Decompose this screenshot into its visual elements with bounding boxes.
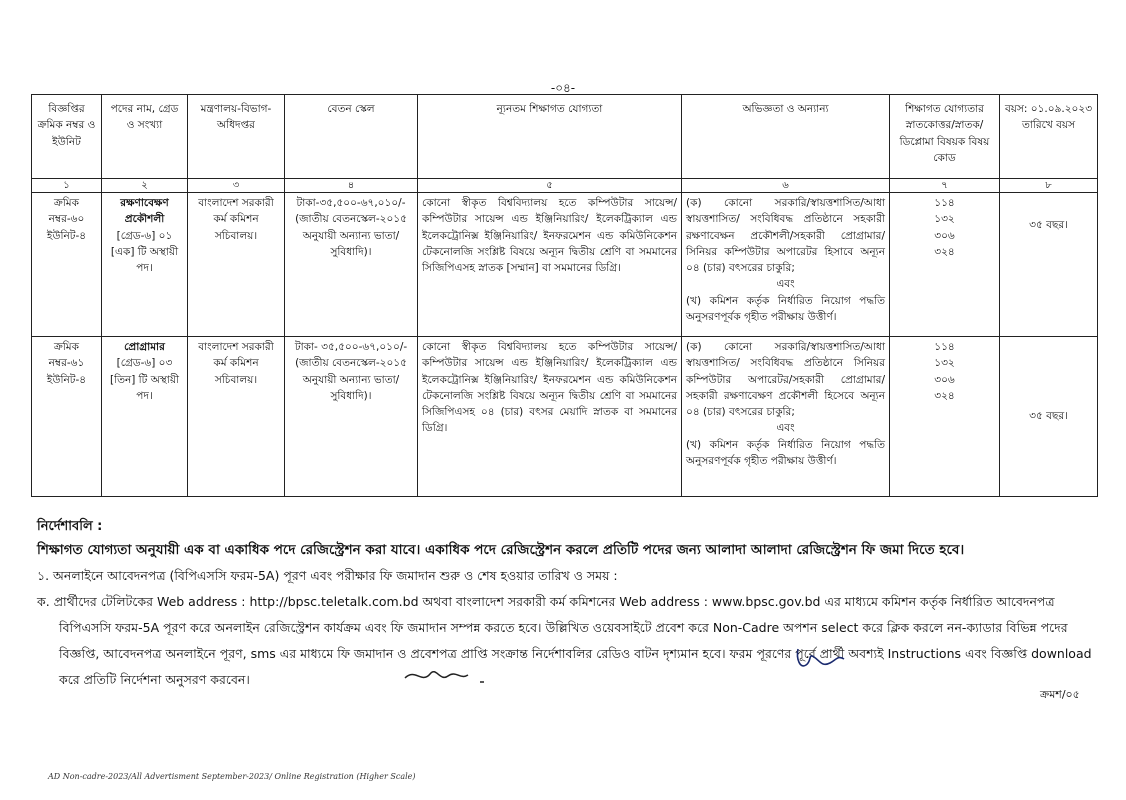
experience-b: (খ) কমিশন কর্তৃক নির্ধারিত নিয়োগ পদ্ধতি অনুসরণপূর্বক গৃহীত পরীক্ষায় উত্তীর্ণ। (686, 438, 885, 467)
header-row (32, 95, 1098, 179)
header-serial: বিজ্ঞপ্তির ক্রমিক নম্বর ও ইউনিট (32, 95, 102, 179)
col-number: ৩ (188, 179, 285, 193)
header-subject-code: শিক্ষাগত যোগ্যতার স্নাতকোত্তর/স্নাতক/ ডিপ্লোমা বিষয়ক বিষয় কোড (890, 95, 1000, 179)
instruction-item-ka-line: বিজ্ঞপ্তি, আবেদনপত্র অনলাইনে পূরণ, sms এর মাধ্যমে ফি জমাদান ও প্রবেশপত্র প্রাপ্তি সংক্রান্ত নির্দেশাবলির রেডিও বাটন দৃশ্যমান হবে। ফরম পূরণের পূর্বে প্রার্থী অবশ্যই Instructions এবং বিজ্ঞপ্তি download (59, 646, 1092, 661)
experience-a: (ক) কোনো সরকারি/স্বায়ত্তশাসিত/আধা স্বায়ত্তশাসিত/ সংবিধিবদ্ধ প্রতিষ্ঠানে সহকারী রক্ষণাবেক্ষন প্রকৌশলী/সহকারী প্রোগ্রামার/ সিনিয়র কম্পিউটার অপারেটর হিসাবে অন্যূন ০৪ (চার) বৎসরের চাকুরি; (686, 197, 885, 275)
instructions-title: নির্দেশাবলি : (37, 519, 103, 534)
instructions-section (37, 517, 1097, 693)
instruction-item-ka-line: বিপিএসসি ফরম-5A পূরণ করে অনলাইন রেজিস্ট্রেশন কার্যক্রম এবং ফি জমাদান সম্পন্ন করতে হবে। উল্লিখিত ওয়েবসাইটে প্রবেশ করে Non-Cadre অপশন select করে ক্লিক করলে নন-ক্যাডার বিভিন্ন পদের (59, 620, 1068, 635)
pay-scale-cell: টাকা- ৩৫,৫০০-৬৭,০১০/- (জাতীয় বেতনস্কেল-২০১৫ অনুযায়ী অন্যান্য ভাতা/সুবিধাদি)। (285, 337, 418, 497)
header-pay-scale: বেতন স্কেল (285, 95, 418, 179)
subject-code: ১১৪ (934, 341, 955, 353)
col-number: ৫ (418, 179, 682, 193)
age-cell: ৩৫ বছর। (1000, 193, 1098, 337)
subject-code: ৩০৬ (934, 373, 955, 386)
page-number: -০৪- (550, 81, 576, 95)
experience-and: এবং (776, 422, 795, 435)
instruction-item-ka-line: করে প্রতিটি নির্দেশনা অনুসরণ করবেন। (59, 672, 250, 687)
serial-cell: ক্রমিক নম্বর-৬০ ইউনিট-৪ (32, 193, 102, 337)
subject-code-cell (890, 193, 1000, 337)
experience-a: (ক) কোনো সরকারি/স্বায়ত্তশাসিত/আধা স্বায়ত্তশাসিত/ সংবিধিবদ্ধ প্রতিষ্ঠানে সিনিয়র কম্পিউটার অপারেটর/সহকারী প্রোগ্রামার/সহকারী রক্ষণাবেক্ষণ প্রকৌশলী হিসেবে অন্যূন ০৪ (চার) বৎসরের চাকুরি; (686, 341, 885, 419)
signature-right (790, 645, 850, 675)
pay-scale-cell: টাকা-৩৫,৫০০-৬৭,০১০/- (জাতীয় বেতনস্কেল-২০১৫ অনুযায়ী অন্যান্য ভাতা/সুবিধাদি)। (285, 193, 418, 337)
footer-path: AD Non-cadre-2023/All Advertisment September-2023/ Online Registration (Higher Scale) (48, 772, 416, 781)
instruction-item-1: ১. অনলাইনে আবেদনপত্র (বিপিএসসি ফরম-5A) পূরণ এবং পরীক্ষার ফি জমাদান শুরু ও শেষ হওয়ার তারিখ ও সময় : (37, 568, 618, 583)
experience-b: (খ) কমিশন কর্তৃক নির্ধারিত নিয়োগ পদ্ধতি অনুসরণপূর্বক গৃহীত পরীক্ষায় উত্তীর্ণ। (686, 294, 885, 323)
subject-code-cell (890, 337, 1000, 497)
header-post: পদের নাম, গ্রেড ও সংখ্যা (102, 95, 188, 179)
experience-cell (682, 193, 890, 337)
post-name: রক্ষণাবেক্ষণ প্রকৌশলী (120, 197, 169, 226)
signature-left (400, 660, 510, 690)
col-number: ৭ (890, 179, 1000, 193)
post-name: প্রোগ্রামার (124, 341, 165, 353)
header-ministry: মন্ত্রণালয়-বিভাগ-অধিদপ্তর (188, 95, 285, 179)
header-experience: অভিজ্ঞতা ও অন্যান্য (682, 95, 890, 179)
posts-table (31, 94, 1098, 497)
col-number: ২ (102, 179, 188, 193)
serial-cell: ক্রমিক নম্বর-৬১ ইউনিট-৪ (32, 337, 102, 497)
col-number: ৮ (1000, 179, 1098, 193)
age-cell: ৩৫ বছর। (1000, 337, 1098, 497)
qualification-cell: কোনো স্বীকৃত বিশ্ববিদ্যালয় হতে কম্পিউটার সায়েন্স/ কম্পিউটার সায়েন্স এন্ড ইঞ্জিনিয়ারিং/ ইলেকট্রিক্যাল এন্ড ইলেকট্রোনিক্স ইঞ্জিনিয়ারিং/ ইনফরমেশন এন্ড কমিউনিকেশন টেকনোলজি সংশ্লিষ্ট বিষয়ে অন্যূন দ্বিতীয় শ্রেণি বা সমমানের সিজিপিএসহ স্নাতক [সম্মান] বা সমমানের ডিগ্রি। (418, 193, 682, 337)
experience-cell (682, 337, 890, 497)
header-qualification: ন্যূনতম শিক্ষাগত যোগ্যতা (418, 95, 682, 179)
subject-code: ১৩২ (934, 357, 955, 370)
instructions-bold-line: শিক্ষাগত যোগ্যতা অনুযায়ী এক বা একাধিক পদে রেজিস্ট্রেশন করা যাবে। একাধিক পদে রেজিস্ট্রেশন করলে প্রতিটি পদের জন্য আলাদা আলাদা রেজিস্ট্রেশন ফি জমা দিতে হবে। (37, 542, 965, 558)
post-detail: [গ্রেড-৬] ০১ [এক] টি অস্থায়ী পদ। (110, 229, 179, 275)
col-number: ৬ (682, 179, 890, 193)
post-detail: [গ্রেড-৬] ০৩ [তিন] টি অস্থায়ী পদ। (109, 357, 180, 402)
col-number: ১ (32, 179, 102, 193)
header-age: বয়স: ০১.০৯.২০২৩ তারিখে বয়স (1000, 95, 1098, 179)
ministry-cell: বাংলাদেশ সরকারী কর্ম কমিশন সচিবালয়। (188, 193, 285, 337)
col-number: ৪ (285, 179, 418, 193)
ministry-cell: বাংলাদেশ সরকারী কর্ম কমিশন সচিবালয়। (188, 337, 285, 497)
subject-code: ৩২৪ (934, 245, 955, 258)
table-row (32, 337, 1098, 497)
continued-marker: ক্রমশ/০৫ (1040, 688, 1080, 701)
experience-and: এবং (776, 278, 795, 291)
column-number-row (32, 179, 1098, 193)
subject-code: ৩২৪ (934, 389, 955, 402)
subject-code: ১৩২ (934, 213, 955, 226)
subject-code: ৩০৬ (934, 229, 955, 242)
subject-code: ১১৪ (934, 197, 955, 209)
table-row (32, 193, 1098, 337)
post-cell (102, 193, 188, 337)
post-cell (102, 337, 188, 497)
qualification-cell: কোনো স্বীকৃত বিশ্ববিদ্যালয় হতে কম্পিউটার সায়েন্স/ কম্পিউটার সায়েন্স এন্ড ইঞ্জিনিয়ারিং/ ইলেকট্রিক্যাল এন্ড ইলেকট্রোনিক্স ইঞ্জিনিয়ারিং/ ইনফরমেশন এন্ড কমিউনিকেশন টেকনোলজি সংশ্লিষ্ট বিষয়ে অন্যূন দ্বিতীয় শ্রেণি বা সমমানের সিজিপিএসহ ০৪ (চার) বৎসর মেয়াদি স্নাতক বা সমমানের ডিগ্রি। (418, 337, 682, 497)
instruction-item-ka-line: ক. প্রার্থীদের টেলিটকের Web address : http://bpsc.teletalk.com.bd অথবা বাংলাদেশ সরকারী কর্ম কমিশনের Web address : www.bpsc.gov.bd এর মাধ্যমে কমিশন কর্তৃক নির্ধারিত আবেদনপত্র (37, 594, 1055, 609)
